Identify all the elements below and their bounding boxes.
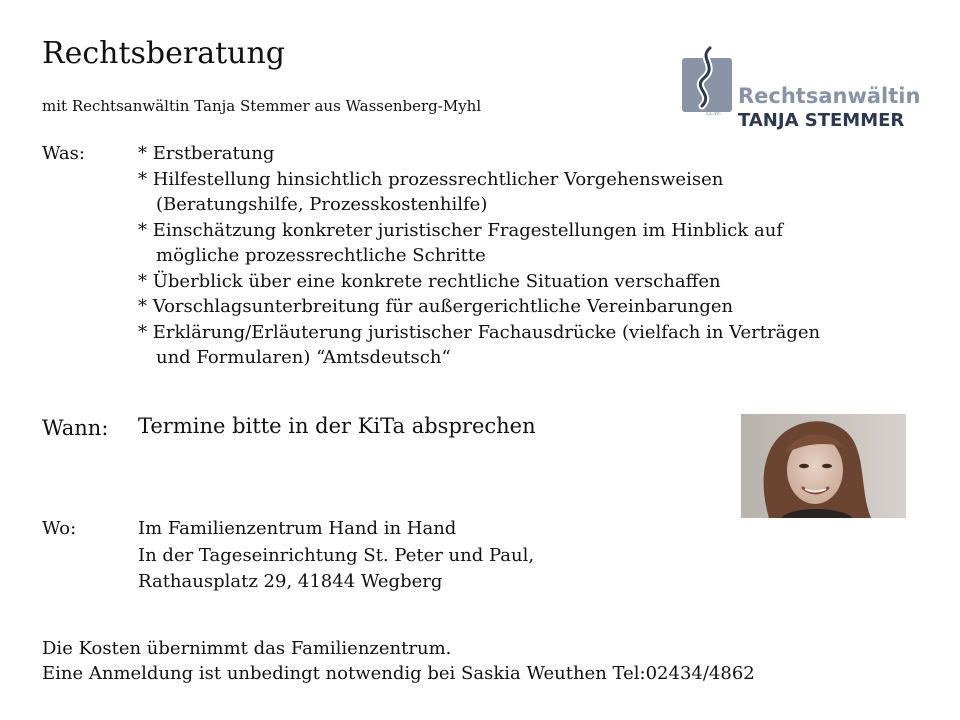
was-list (138, 141, 820, 371)
was-label: Was: (42, 143, 85, 164)
logo-name: TANJA STEMMER (738, 110, 905, 131)
page-title: Rechtsberatung (42, 36, 286, 71)
lawyer-logo (676, 40, 921, 131)
wo-address (138, 516, 534, 594)
list-item: * Vorschlagsunterbreitung für außergerichtliche Vereinbarungen (138, 296, 734, 317)
wo-label: Wo: (42, 518, 77, 539)
address-line: Rathausplatz 29, 41844 Wegberg (138, 570, 443, 592)
address-line: In der Tageseinrichtung St. Peter und Paul, (138, 545, 535, 566)
cost-note: Die Kosten übernimmt das Familienzentrum. (42, 638, 452, 659)
wann-label: Wann: (42, 416, 109, 440)
logo-llm-text: LL.M. (706, 110, 722, 117)
list-item: * Erklärung/Erläuterung juristischer Fachausdrücke (vielfach in Verträgen (138, 321, 821, 343)
location-name: Im Familienzentrum Hand in Hand (138, 518, 457, 539)
list-item: * Erstberatung (138, 143, 275, 164)
registration-note: Eine Anmeldung ist unbedingt notwendig bei Saskia Weuthen Tel:02434/4862 (42, 663, 755, 684)
logo-title: Rechtsanwältin (738, 84, 921, 108)
list-item: * Hilfestellung hinsichtlich prozessrechtlicher Vorgehensweisen (138, 168, 724, 190)
list-item-continuation: (Beratungshilfe, Prozesskostenhilfe) (156, 194, 488, 215)
page-subtitle: mit Rechtsanwältin Tanja Stemmer aus Wassenberg-Myhl (42, 97, 482, 115)
portrait-image (741, 414, 906, 518)
list-item-continuation: mögliche prozessrechtliche Schritte (156, 245, 486, 266)
list-item-continuation: und Formularen) “Amtsdeutsch“ (156, 347, 451, 368)
footer-notes (42, 636, 755, 686)
list-item: * Einschätzung konkreter juristischer Fragestellungen im Hinblick auf (138, 219, 784, 241)
wann-text: Termine bitte in der KiTa absprechen (138, 414, 536, 438)
paragraph-logo-icon (680, 44, 734, 116)
portrait-photo (741, 414, 906, 518)
list-item: * Überblick über eine konkrete rechtliche Situation verschaffen (138, 270, 721, 292)
